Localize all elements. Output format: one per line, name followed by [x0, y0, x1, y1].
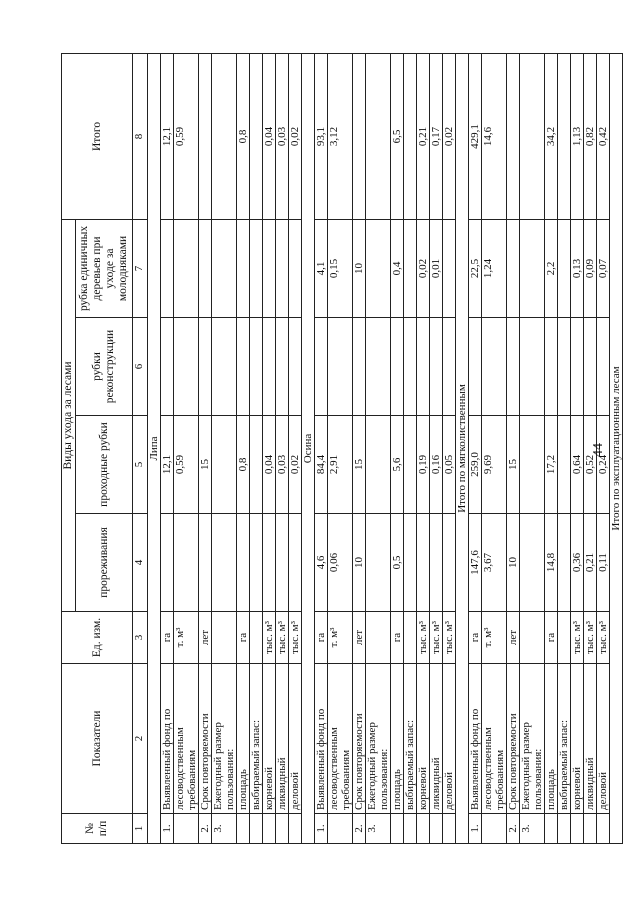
cell-value: 2,91 [328, 416, 353, 514]
row-number: 2. [353, 814, 366, 844]
cell-empty [250, 318, 263, 416]
cell-empty [212, 219, 237, 317]
cell-value: 0,21 [417, 53, 430, 219]
cell-empty [404, 514, 417, 612]
table-row [545, 53, 558, 843]
cell-value: 2,2 [545, 219, 558, 317]
row-unit: лет [353, 612, 366, 664]
row-unit: т. м³ [482, 612, 507, 664]
cell-value [443, 318, 456, 416]
row-label: лесоводственным требованиям [328, 664, 353, 814]
colnum: 1 [133, 814, 148, 844]
cell-value [199, 318, 212, 416]
row-number: 2. [507, 814, 520, 844]
colnum: 2 [133, 664, 148, 814]
table-row [212, 53, 237, 843]
rotated-table-container [61, 54, 622, 844]
table-row [443, 53, 456, 843]
row-number [391, 814, 404, 844]
cell-value: 0,01 [430, 219, 443, 317]
row-unit: лет [199, 612, 212, 664]
cell-value [507, 219, 520, 317]
cell-value [276, 219, 289, 317]
cell-value [328, 318, 353, 416]
cell-value: 1,24 [482, 219, 507, 317]
row-label: площадь [237, 664, 250, 814]
row-number [276, 814, 289, 844]
cell-value: 0,64 [571, 416, 584, 514]
header-indicators: Показатели [62, 664, 133, 814]
cell-value: 10 [507, 514, 520, 612]
row-number: 1. [315, 814, 328, 844]
cell-value: 0,02 [289, 53, 302, 219]
cell-value: 0,21 [584, 514, 597, 612]
cell-value [545, 318, 558, 416]
cell-empty [520, 416, 545, 514]
cell-value: 0,16 [430, 416, 443, 514]
cell-value: 6,5 [391, 53, 404, 219]
row-number [430, 814, 443, 844]
header-reconstruction: рубки реконструкции [76, 318, 133, 416]
cell-value [161, 514, 174, 612]
row-number: 2. [199, 814, 212, 844]
cell-value [507, 318, 520, 416]
row-number [289, 814, 302, 844]
row-label: выбираемый запас: [558, 664, 571, 814]
cell-value: 5,6 [391, 416, 404, 514]
table-row [237, 53, 250, 843]
cell-empty [212, 416, 237, 514]
header-unit: Ед. изм. [62, 612, 133, 664]
cell-value: 0,07 [597, 219, 610, 317]
cell-empty [250, 219, 263, 317]
cell-value [315, 318, 328, 416]
table-row [174, 53, 199, 843]
cell-empty [520, 219, 545, 317]
section-title: Липа [148, 53, 161, 843]
cell-value [263, 514, 276, 612]
table-row [276, 53, 289, 843]
row-label: корневой [417, 664, 430, 814]
cell-empty [366, 514, 391, 612]
cell-empty [558, 53, 571, 219]
cell-value: 4,6 [315, 514, 328, 612]
row-number [571, 814, 584, 844]
cell-value [289, 219, 302, 317]
cell-empty [558, 318, 571, 416]
row-unit: тыс. м³ [584, 612, 597, 664]
colnum: 5 [133, 416, 148, 514]
table-row [328, 53, 353, 843]
forest-care-table [61, 53, 623, 844]
cell-value [353, 53, 366, 219]
cell-value: 0,36 [571, 514, 584, 612]
cell-empty [404, 612, 417, 664]
cell-value [289, 514, 302, 612]
row-label: ликвидный [584, 664, 597, 814]
row-label: Ежегодный размер пользования: [212, 664, 237, 814]
cell-empty [520, 318, 545, 416]
table-row [250, 53, 263, 843]
cell-empty [558, 219, 571, 317]
column-numbers-row [133, 53, 148, 843]
header-thinning: прореживания [76, 514, 133, 612]
table-row [417, 53, 430, 843]
cell-value: 15 [199, 416, 212, 514]
section-title-row [302, 53, 315, 843]
cell-value: 10 [353, 219, 366, 317]
cell-value: 17,2 [545, 416, 558, 514]
cell-empty [212, 53, 237, 219]
header-total: Итого [62, 53, 133, 219]
cell-value [584, 318, 597, 416]
row-unit: т. м³ [328, 612, 353, 664]
cell-value [443, 219, 456, 317]
cell-value: 93,1 [315, 53, 328, 219]
cell-value [237, 318, 250, 416]
cell-value: 15 [353, 416, 366, 514]
row-label: Выявленный фонд по [315, 664, 328, 814]
row-unit: тыс. м³ [597, 612, 610, 664]
cell-value: 0,4 [391, 219, 404, 317]
cell-value: 0,42 [597, 53, 610, 219]
cell-value [263, 318, 276, 416]
cell-value: 0,5 [391, 514, 404, 612]
cell-empty [250, 514, 263, 612]
cell-empty [212, 318, 237, 416]
cell-empty [366, 612, 391, 664]
cell-value [430, 318, 443, 416]
row-unit: тыс. м³ [276, 612, 289, 664]
cell-value [199, 514, 212, 612]
cell-empty [366, 53, 391, 219]
colnum: 4 [133, 514, 148, 612]
table-row [469, 53, 482, 843]
table-row [199, 53, 212, 843]
row-unit: тыс. м³ [417, 612, 430, 664]
cell-empty [250, 612, 263, 664]
row-label: Ежегодный размер пользования: [520, 664, 545, 814]
cell-value: 0,8 [237, 416, 250, 514]
row-label: площадь [391, 664, 404, 814]
cell-value [174, 318, 199, 416]
cell-empty [520, 53, 545, 219]
table-row [366, 53, 391, 843]
cell-value: 0,8 [237, 53, 250, 219]
section-title: Итого по мягколиственным [456, 53, 469, 843]
row-label: деловой [443, 664, 456, 814]
cell-empty [366, 416, 391, 514]
cell-empty [520, 514, 545, 612]
row-number [250, 814, 263, 844]
cell-value [507, 53, 520, 219]
cell-empty [366, 318, 391, 416]
row-unit: лет [507, 612, 520, 664]
colnum: 6 [133, 318, 148, 416]
cell-value: 0,59 [174, 416, 199, 514]
row-label: корневой [571, 664, 584, 814]
cell-value: 0,05 [443, 416, 456, 514]
row-unit: тыс. м³ [263, 612, 276, 664]
section-title-row [148, 53, 161, 843]
cell-empty [558, 514, 571, 612]
cell-value [161, 219, 174, 317]
cell-value: 0,04 [263, 53, 276, 219]
cell-value: 0,52 [584, 416, 597, 514]
cell-value: 0,13 [571, 219, 584, 317]
cell-empty [404, 53, 417, 219]
cell-value [199, 53, 212, 219]
table-row [507, 53, 520, 843]
cell-empty [558, 416, 571, 514]
cell-value: 0,02 [417, 219, 430, 317]
cell-value [289, 318, 302, 416]
cell-value: 0,04 [263, 416, 276, 514]
row-number [263, 814, 276, 844]
cell-value [571, 318, 584, 416]
cell-value [161, 318, 174, 416]
cell-value [469, 318, 482, 416]
cell-value: 0,82 [584, 53, 597, 219]
row-label: Срок повторяемости [353, 664, 366, 814]
cell-value [237, 514, 250, 612]
cell-value: 34,2 [545, 53, 558, 219]
row-label: Ежегодный размер пользования: [366, 664, 391, 814]
cell-empty [250, 416, 263, 514]
cell-value: 0,03 [276, 416, 289, 514]
row-label: выбираемый запас: [404, 664, 417, 814]
header-passage-cuts: проходные рубки [76, 416, 133, 514]
row-label: выбираемый запас: [250, 664, 263, 814]
cell-empty [212, 612, 237, 664]
cell-empty [520, 612, 545, 664]
row-number: 3. [520, 814, 545, 844]
row-unit: га [161, 612, 174, 664]
row-unit: тыс. м³ [289, 612, 302, 664]
page-number: 44 [591, 443, 606, 457]
header-num: № п/п [62, 814, 133, 844]
cell-value: 14,6 [482, 53, 507, 219]
cell-value: 10 [353, 514, 366, 612]
table-body [148, 53, 623, 843]
table-row [353, 53, 366, 843]
cell-value [417, 514, 430, 612]
cell-value [353, 318, 366, 416]
cell-value [443, 514, 456, 612]
cell-value [276, 514, 289, 612]
cell-empty [404, 219, 417, 317]
row-label: ликвидный [276, 664, 289, 814]
row-unit: т. м³ [174, 612, 199, 664]
cell-empty [212, 514, 237, 612]
cell-value [174, 219, 199, 317]
row-number [328, 814, 353, 844]
cell-value: 0,09 [584, 219, 597, 317]
row-label: деловой [289, 664, 302, 814]
cell-empty [558, 612, 571, 664]
cell-value: 4,1 [315, 219, 328, 317]
colnum: 8 [133, 53, 148, 219]
cell-value: 0,19 [417, 416, 430, 514]
row-number [417, 814, 430, 844]
row-label: лесоводственным требованиям [174, 664, 199, 814]
table-row [430, 53, 443, 843]
row-number: 1. [161, 814, 174, 844]
cell-value: 147,6 [469, 514, 482, 612]
cell-empty [404, 416, 417, 514]
cell-value: 15 [507, 416, 520, 514]
footer-title: Итого по эксплуатационным лесам [610, 53, 623, 843]
cell-value [391, 318, 404, 416]
cell-value: 0,02 [443, 53, 456, 219]
cell-value: 0,02 [289, 416, 302, 514]
header-kinds: Виды ухода за лесами [62, 219, 76, 611]
row-number [404, 814, 417, 844]
cell-empty [250, 53, 263, 219]
row-number: 1. [469, 814, 482, 844]
cell-value [263, 219, 276, 317]
cell-empty [366, 219, 391, 317]
cell-value: 22,5 [469, 219, 482, 317]
table-row [315, 53, 328, 843]
row-unit: тыс. м³ [443, 612, 456, 664]
row-label: лесоводственным требованиям [482, 664, 507, 814]
cell-value: 9,69 [482, 416, 507, 514]
cell-value [237, 219, 250, 317]
row-unit: га [315, 612, 328, 664]
row-number [584, 814, 597, 844]
table-row [161, 53, 174, 843]
table-row [404, 53, 417, 843]
cell-value: 0,15 [328, 219, 353, 317]
cell-empty [404, 318, 417, 416]
cell-value: 0,11 [597, 514, 610, 612]
row-number [545, 814, 558, 844]
cell-value: 3,12 [328, 53, 353, 219]
row-unit: га [391, 612, 404, 664]
row-unit: тыс. м³ [430, 612, 443, 664]
table-row [391, 53, 404, 843]
row-number [558, 814, 571, 844]
cell-value [417, 318, 430, 416]
cell-value: 84,4 [315, 416, 328, 514]
row-number [482, 814, 507, 844]
cell-value [276, 318, 289, 416]
section-title-row [456, 53, 469, 843]
cell-value [482, 318, 507, 416]
table-row [558, 53, 571, 843]
row-label: площадь [545, 664, 558, 814]
cell-value: 0,59 [174, 53, 199, 219]
section-title: Осина [302, 53, 315, 843]
row-label: корневой [263, 664, 276, 814]
row-label: деловой [597, 664, 610, 814]
cell-value [174, 514, 199, 612]
row-label: Выявленный фонд по [469, 664, 482, 814]
cell-value [597, 318, 610, 416]
row-label: Срок повторяемости [507, 664, 520, 814]
cell-value: 0,06 [328, 514, 353, 612]
row-unit: га [469, 612, 482, 664]
cell-value: 12,1 [161, 416, 174, 514]
cell-value: 0,24 [597, 416, 610, 514]
cell-value: 12,1 [161, 53, 174, 219]
row-label: ликвидный [430, 664, 443, 814]
cell-value: 3,67 [482, 514, 507, 612]
cell-value: 1,13 [571, 53, 584, 219]
row-unit: га [545, 612, 558, 664]
colnum: 7 [133, 219, 148, 317]
table-row [482, 53, 507, 843]
row-label: Выявленный фонд по [161, 664, 174, 814]
row-number [174, 814, 199, 844]
row-label: Срок повторяемости [199, 664, 212, 814]
cell-value: 0,17 [430, 53, 443, 219]
table-row [289, 53, 302, 843]
row-number [237, 814, 250, 844]
table-row [520, 53, 545, 843]
row-number: 3. [212, 814, 237, 844]
colnum: 3 [133, 612, 148, 664]
row-number [443, 814, 456, 844]
row-unit: тыс. м³ [571, 612, 584, 664]
row-number [597, 814, 610, 844]
cell-value: 429,1 [469, 53, 482, 219]
header-single-trees: рубка единичных деревьев при уходе за молодняками [76, 219, 133, 317]
cell-value [199, 219, 212, 317]
cell-value: 14,8 [545, 514, 558, 612]
row-number: 3. [366, 814, 391, 844]
cell-value: 0,03 [276, 53, 289, 219]
row-unit: га [237, 612, 250, 664]
cell-value: 259,0 [469, 416, 482, 514]
cell-value [430, 514, 443, 612]
table-row [263, 53, 276, 843]
